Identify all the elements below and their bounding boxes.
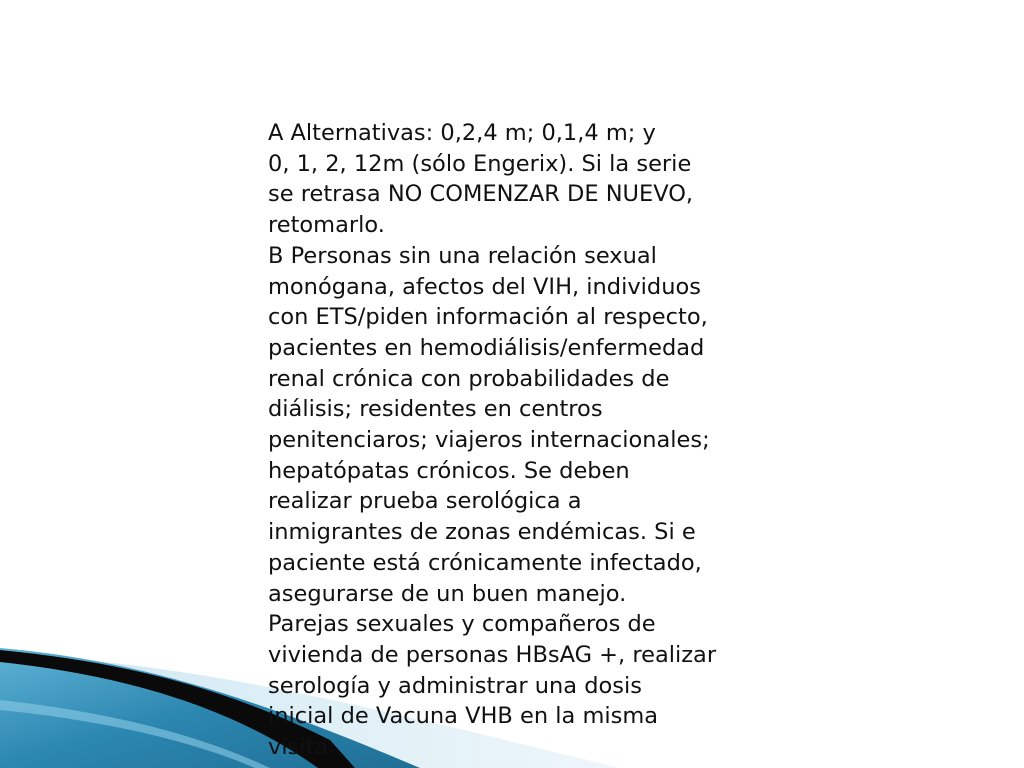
text-line: A Alternativas: 0,2,4 m; 0,1,4 m; y	[268, 120, 656, 146]
text-line: pacientes en hemodiálisis/enfermedad	[268, 334, 705, 361]
text-line: serología y administrar una dosis	[268, 672, 642, 699]
text-line: Parejas sexuales y compañeros de	[268, 611, 656, 638]
text-line: B Personas sin una relación sexual	[268, 242, 657, 269]
text-line: inicial de Vacuna VHB en la misma	[268, 703, 659, 730]
text-line: retomarlo.	[268, 212, 385, 239]
text-line: vivienda de personas HBsAG +, realizar	[268, 641, 717, 668]
text-line: 0, 1, 2, 12m (sólo Engerix). Si la serie	[268, 150, 692, 177]
text-line: paciente está crónicamente infectado,	[268, 549, 702, 576]
text-line: visita	[268, 734, 329, 761]
text-line: se retrasa NO COMENZAR DE NUEVO,	[268, 181, 694, 208]
text-line: monógana, afectos del VIH, individuos	[268, 273, 701, 300]
text-line: realizar prueba serológica a	[268, 488, 582, 515]
text-line: penitenciaros; viajeros internacionales;	[268, 427, 710, 454]
text-line: hepatópatas crónicos. Se deben	[268, 457, 630, 484]
text-line: inmigrantes de zonas endémicas. Si e	[268, 519, 696, 546]
text-line: renal crónica con probabilidades de	[268, 365, 670, 392]
text-line: diálisis; residentes en centros	[268, 396, 603, 423]
text-line: asegurarse de un buen manejo.	[268, 580, 627, 607]
slide-body-text	[268, 118, 768, 763]
text-line: con ETS/piden información al respecto,	[268, 304, 708, 331]
